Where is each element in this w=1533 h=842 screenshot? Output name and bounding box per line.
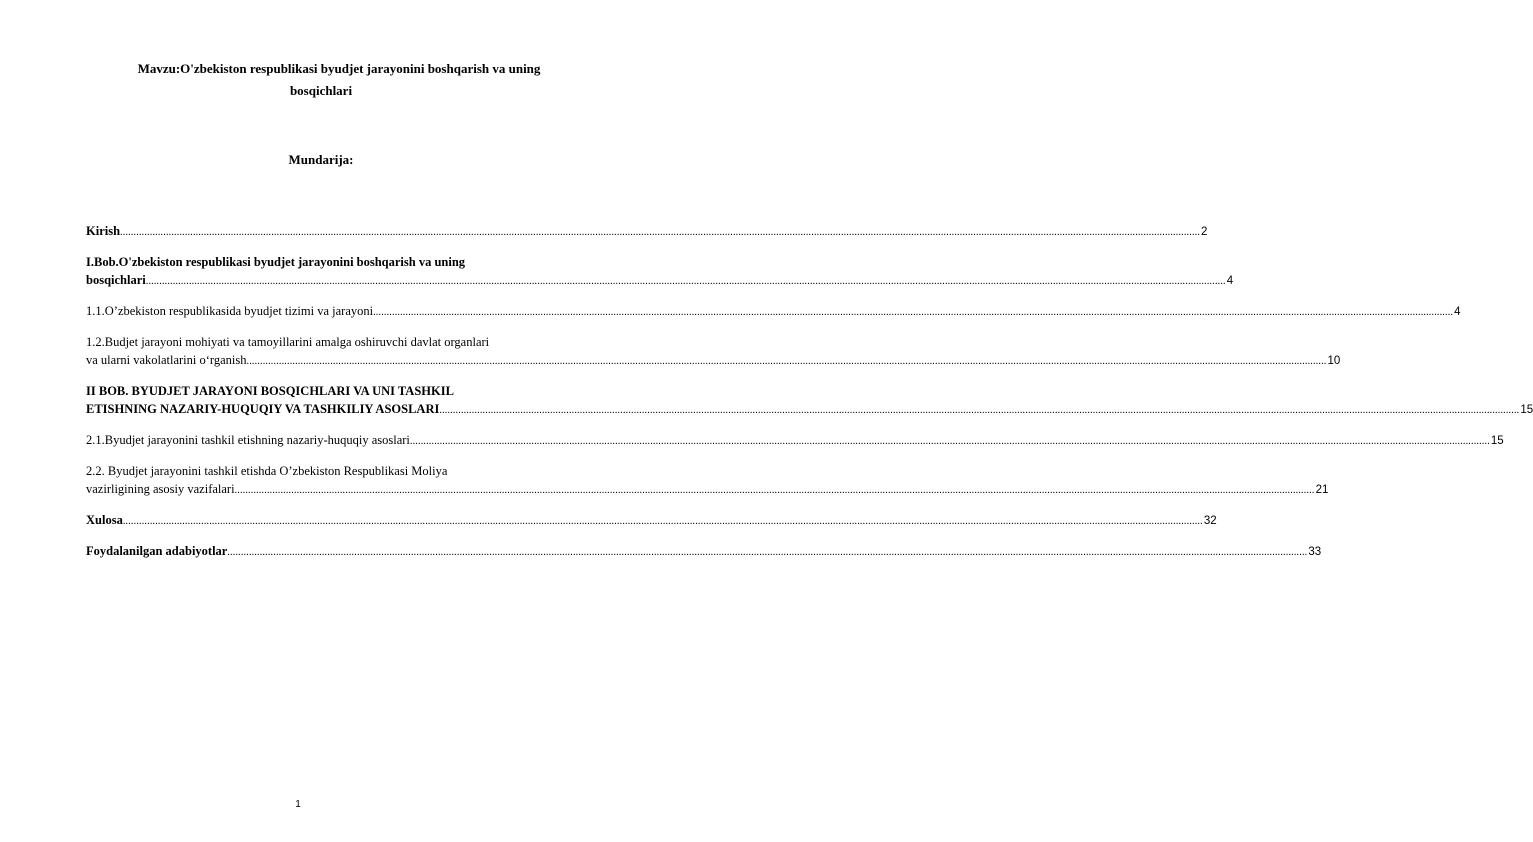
dot-leader: ................................................................................................................................................................................................................................................................................................................................................................................................................ bbox=[439, 405, 1520, 416]
toc-entry-text: bosqichlari bbox=[86, 273, 146, 287]
toc-entry-page: 10 bbox=[1327, 355, 1341, 367]
toc-entry-leader-line bbox=[86, 400, 1533, 420]
toc-entry-page: 33 bbox=[1308, 546, 1322, 558]
dot-leader: ................................................................................................................................................................................................................................................................................................................................................................................................................ bbox=[246, 356, 1327, 367]
toc-entry-text: Kirish bbox=[86, 224, 121, 238]
toc-entry[interactable] bbox=[86, 253, 1234, 291]
toc-entry[interactable] bbox=[86, 431, 1504, 451]
toc-entry[interactable] bbox=[86, 542, 1322, 562]
toc-entry-leader-line bbox=[86, 480, 1329, 500]
toc-entry-text: 2.1.Byudjet jarayonini tashkil etishning nazariy-huquqiy asoslari bbox=[86, 433, 410, 447]
toc-entry-page: 15 bbox=[1520, 404, 1533, 416]
toc-entry-text-line1: I.Bob.O'zbekiston respublikasi byudjet jarayonini boshqarish va uning bbox=[86, 255, 466, 269]
dot-leader: ................................................................................................................................................................................................................................................................................................................................................................................................................ bbox=[373, 307, 1454, 318]
toc-entry-text: Xulosa bbox=[86, 513, 123, 527]
toc-entry[interactable] bbox=[86, 222, 1208, 242]
toc-entry-text: va ularni vakolatlarini o‘rganish bbox=[86, 353, 247, 367]
toc-entry-text: vazirligining asosiy vazifalari bbox=[86, 482, 235, 496]
toc-entry-leader-line bbox=[86, 542, 1322, 562]
toc-entry-leader-line bbox=[86, 511, 1217, 531]
toc-entry-leader-line bbox=[86, 351, 1341, 371]
dot-leader: ................................................................................................................................................................................................................................................................................................................................................................................................................ bbox=[227, 547, 1308, 558]
toc-entry-page: 4 bbox=[1226, 275, 1234, 287]
toc-entry-leader-line bbox=[86, 302, 1461, 322]
document-title: Mavzu:O'zbekiston respublikasi byudjet jarayonini boshqarish va uning bosqichlari bbox=[137, 61, 541, 98]
dot-leader: ................................................................................................................................................................................................................................................................................................................................................................................................................ bbox=[234, 485, 1315, 496]
toc-entry[interactable] bbox=[86, 333, 1341, 371]
toc-entry-text: ETISHNING NAZARIY-HUQUQIY VA TASHKILIY ASOSLARI bbox=[86, 402, 440, 416]
toc-entry-text-line1: 1.2.Budjet jarayoni mohiyati va tamoyillarini amalga oshiruvchi davlat organlari bbox=[86, 335, 490, 349]
toc-entry-text-line1: II BOB. BYUDJET JARAYONI BOSQICHLARI VA UNI TASHKIL bbox=[86, 384, 454, 398]
toc-entry-page: 21 bbox=[1315, 484, 1329, 496]
dot-leader: ................................................................................................................................................................................................................................................................................................................................................................................................................ bbox=[409, 436, 1490, 447]
toc-entry-text-line1: 2.2. Byudjet jarayonini tashkil etishda O’zbekiston Respublikasi Moliya bbox=[86, 464, 448, 478]
toc-entry-text: 1.1.O’zbekiston respublikasida byudjet tizimi va jarayoni bbox=[86, 304, 374, 318]
toc-entry-text: Foydalanilgan adabiyotlar bbox=[86, 544, 228, 558]
toc-entry[interactable] bbox=[86, 511, 1217, 531]
toc-entry-leader-line bbox=[86, 222, 1208, 242]
page-number: 1 bbox=[295, 799, 301, 810]
toc-entry-page: 4 bbox=[1454, 306, 1461, 318]
toc-entry[interactable] bbox=[86, 462, 1329, 500]
toc-entry-leader-line bbox=[86, 431, 1504, 451]
toc-entry-page: 2 bbox=[1201, 226, 1208, 238]
dot-leader: ................................................................................................................................................................................................................................................................................................................................................................................................................ bbox=[122, 516, 1203, 527]
contents-heading: Mundarija: bbox=[288, 152, 354, 167]
toc-entry[interactable] bbox=[86, 382, 1533, 420]
toc-entry-page: 32 bbox=[1203, 515, 1217, 527]
toc-entry[interactable] bbox=[86, 302, 1461, 322]
dot-leader: ................................................................................................................................................................................................................................................................................................................................................................................................................ bbox=[120, 227, 1201, 238]
toc-entry-page: 15 bbox=[1490, 435, 1504, 447]
table-of-contents bbox=[86, 222, 1533, 573]
toc-entry-leader-line bbox=[86, 271, 1234, 291]
dot-leader: ................................................................................................................................................................................................................................................................................................................................................................................................................ bbox=[145, 276, 1226, 287]
